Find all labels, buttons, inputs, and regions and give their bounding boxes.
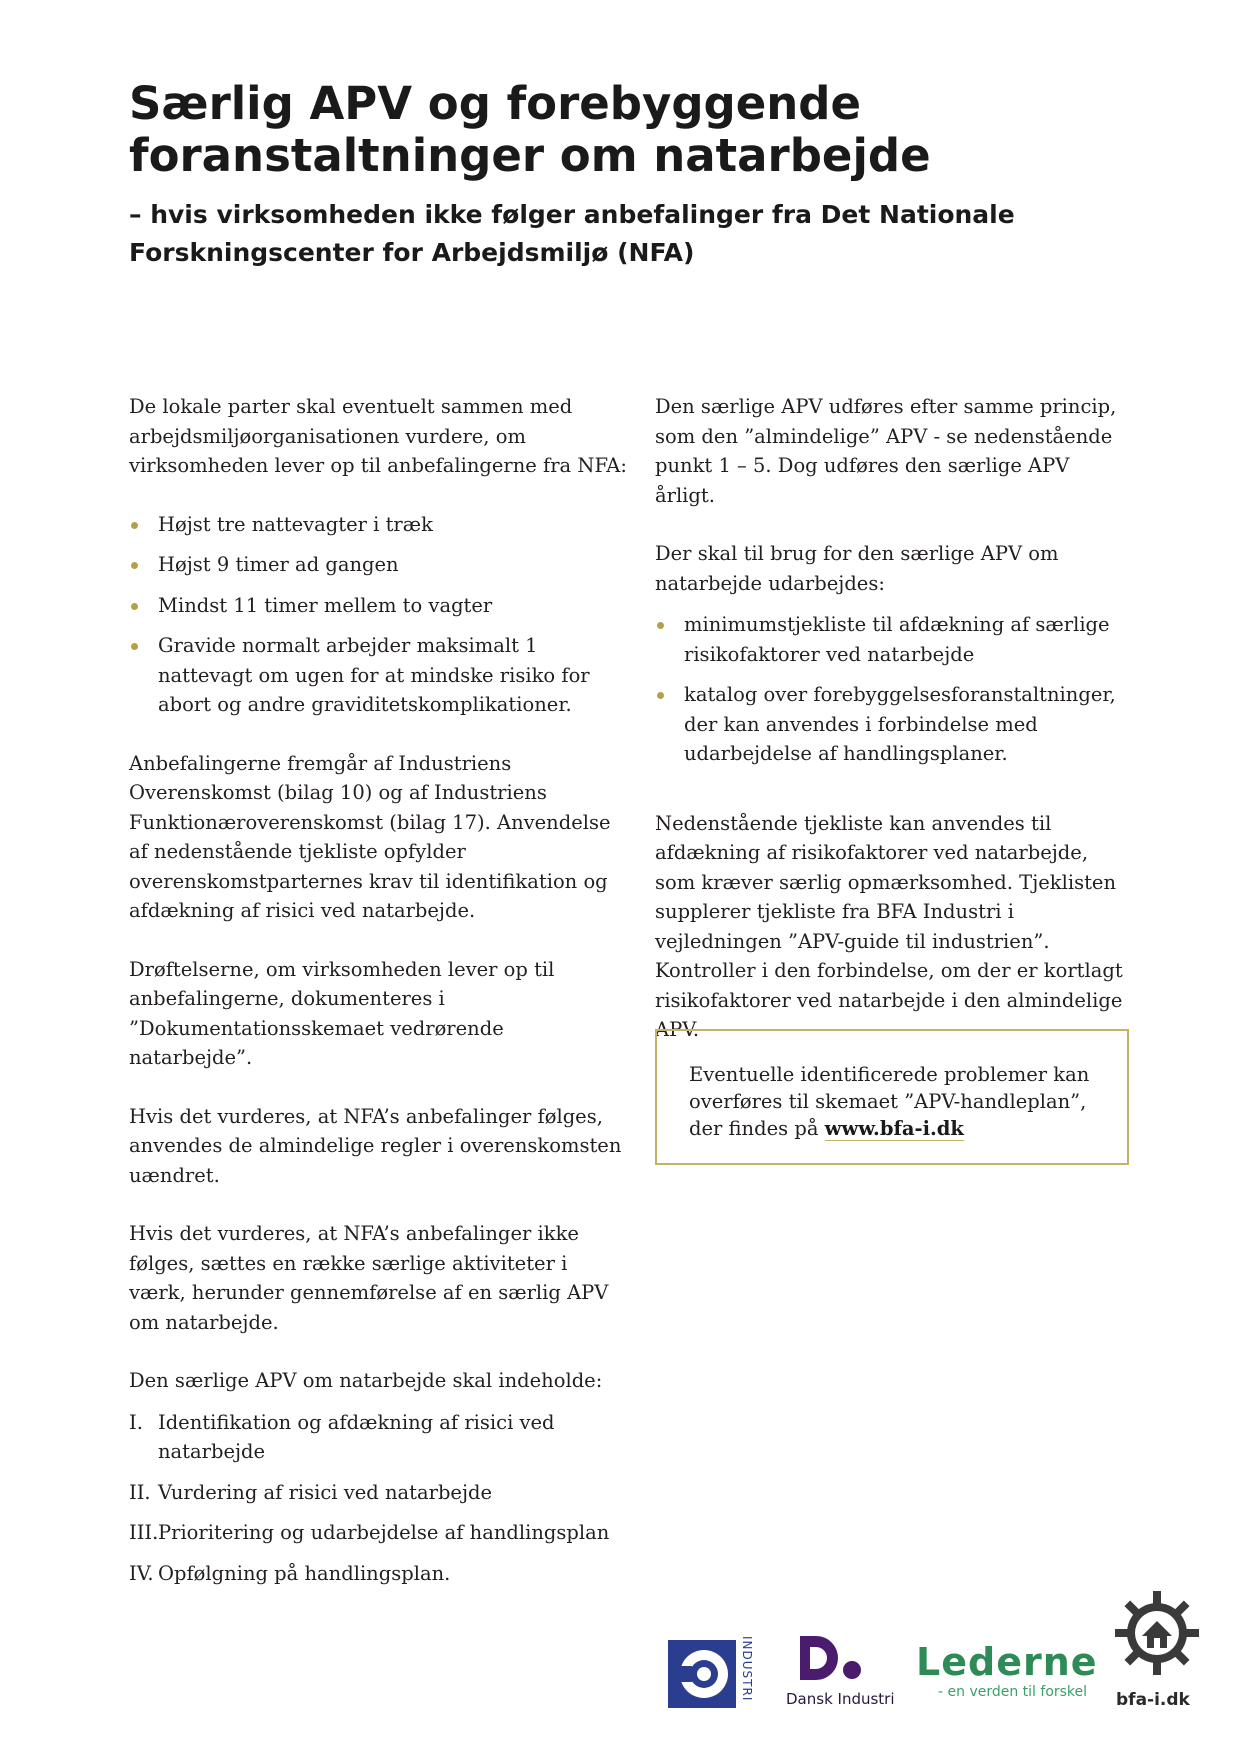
- di-icon: [786, 1634, 896, 1686]
- list-item: Mindst 11 timer mellem to vagter: [129, 591, 629, 621]
- prepared-items-list: [655, 610, 1125, 769]
- bfa-logo: [1112, 1588, 1212, 1718]
- paragraph-agreements: Anbefalingerne fremgår af Industriens Overenskomst (bilag 10) og af Industriens Funktionæroverenskomst (bilag 17). Anvendelse af nedenstående tjekliste opfylder overenskomstparternes krav til identifikation og afdækning af risici ved natarbejde.: [129, 751, 611, 922]
- bullet-dot-icon: [131, 643, 138, 650]
- list-item: Højst 9 timer ad gangen: [129, 550, 629, 580]
- note-box: [655, 1029, 1129, 1165]
- paragraph-prepared: Der skal til brug for den særlige APV om natarbejde udarbejdes:: [655, 542, 1059, 595]
- list-item: II. Vurdering af risici ved natarbejde: [129, 1480, 493, 1504]
- dansk-industri-logo: [786, 1634, 896, 1714]
- apv-contents-list: [129, 1408, 629, 1589]
- bullet-dot-icon: [131, 522, 138, 529]
- list-intro: Den særlige APV om natarbejde skal indeholde:: [129, 1369, 603, 1392]
- left-column: [129, 392, 629, 1599]
- paragraph-documentation: Drøftelserne, om virksomheden lever op til anbefalingerne, dokumenteres i ”Dokumentationsskemaet vedrørende natarbejde”.: [129, 957, 555, 1069]
- lederne-logo: [916, 1640, 1096, 1720]
- subtitle-line-2: Forskningscenter for Arbejdsmiljø (NFA): [129, 238, 695, 267]
- intro-paragraph: De lokale parter skal eventuelt sammen med arbejdsmiljøorganisationen vurdere, om virksomheden lever op til anbefalingerne fra NFA:: [129, 395, 627, 477]
- list-item: katalog over forebyggelsesforanstaltninger, der kan anvendes i forbindelse med udarbejdelse af handlingsplaner.: [655, 680, 1125, 769]
- title-line-1: Særlig APV og forebyggende: [129, 77, 862, 130]
- list-item: Gravide normalt arbejder maksimalt 1 nattevagt om ugen for at mindske risiko for abort og andre graviditetskomplikationer.: [129, 631, 629, 720]
- bullet-dot-icon: [657, 622, 664, 629]
- page-subtitle: [129, 196, 1129, 272]
- paragraph-not-followed: Hvis det vurderes, at NFA’s anbefalinger ikke følges, sættes en række særlige aktiviteter i værk, herunder gennemførelse af en særlig APV om natarbejde.: [129, 1222, 609, 1334]
- title-line-2: foranstaltninger om natarbejde: [129, 129, 931, 182]
- paragraph-checklist: Nedenstående tjekliste kan anvendes til afdækning af risikofaktorer ved natarbejde, som kræver særlig opmærksomhed. Tjeklisten supplerer tjekliste fra BFA Industri i vejledningen ”APV-guide til industrien”. Kontroller i den forbindelse, om der er kortlagt risikofaktorer ved natarbejde i den almindelige APV.: [655, 811, 1123, 1041]
- subtitle-line-1: – hvis virksomheden ikke følger anbefalinger fra Det Nationale: [129, 200, 1015, 229]
- right-column: [655, 392, 1125, 1074]
- list-item: Højst tre nattevagter i træk: [129, 510, 629, 540]
- lederne-wordmark: Lederne: [916, 1640, 1098, 1684]
- list-item: minimumstjekliste til afdækning af særlige risikofaktorer ved natarbejde: [655, 610, 1125, 669]
- bfa-label: bfa-i.dk: [1116, 1690, 1190, 1710]
- list-item: I. Identifikation og afdækning af risici ved natarbejde: [129, 1410, 555, 1463]
- page-title: [129, 78, 1129, 182]
- note-text: Eventuelle identificerede problemer kan overføres til skemaet ”APV-handleplan”, der findes på: [689, 1063, 1090, 1140]
- co-industri-logo: [668, 1636, 758, 1710]
- list-item: IV. Opfølgning på handlingsplan.: [129, 1561, 451, 1585]
- di-label: Dansk Industri: [786, 1690, 895, 1708]
- paragraph-followed: Hvis det vurderes, at NFA’s anbefalinger følges, anvendes de almindelige regler i overenskomsten uændret.: [129, 1104, 622, 1187]
- bfa-link[interactable]: www.bfa-i.dk: [824, 1117, 964, 1140]
- bullet-dot-icon: [657, 692, 664, 699]
- list-item: III. Prioritering og udarbejdelse af handlingsplan: [129, 1521, 610, 1544]
- bullet-dot-icon: [131, 603, 138, 610]
- co-industri-label: INDUSTRI: [740, 1636, 754, 1702]
- footer-logos: [0, 1580, 1240, 1730]
- bullet-dot-icon: [131, 562, 138, 569]
- paragraph-principle: Den særlige APV udføres efter samme princip, som den ”almindelige” APV - se nedenstående punkt 1 – 5. Dog udføres den særlige APV årligt.: [655, 395, 1117, 507]
- bfa-gear-icon: [1112, 1588, 1202, 1678]
- nfa-recommendations-list: [129, 510, 629, 720]
- lederne-tagline: - en verden til forskel: [938, 1684, 1088, 1700]
